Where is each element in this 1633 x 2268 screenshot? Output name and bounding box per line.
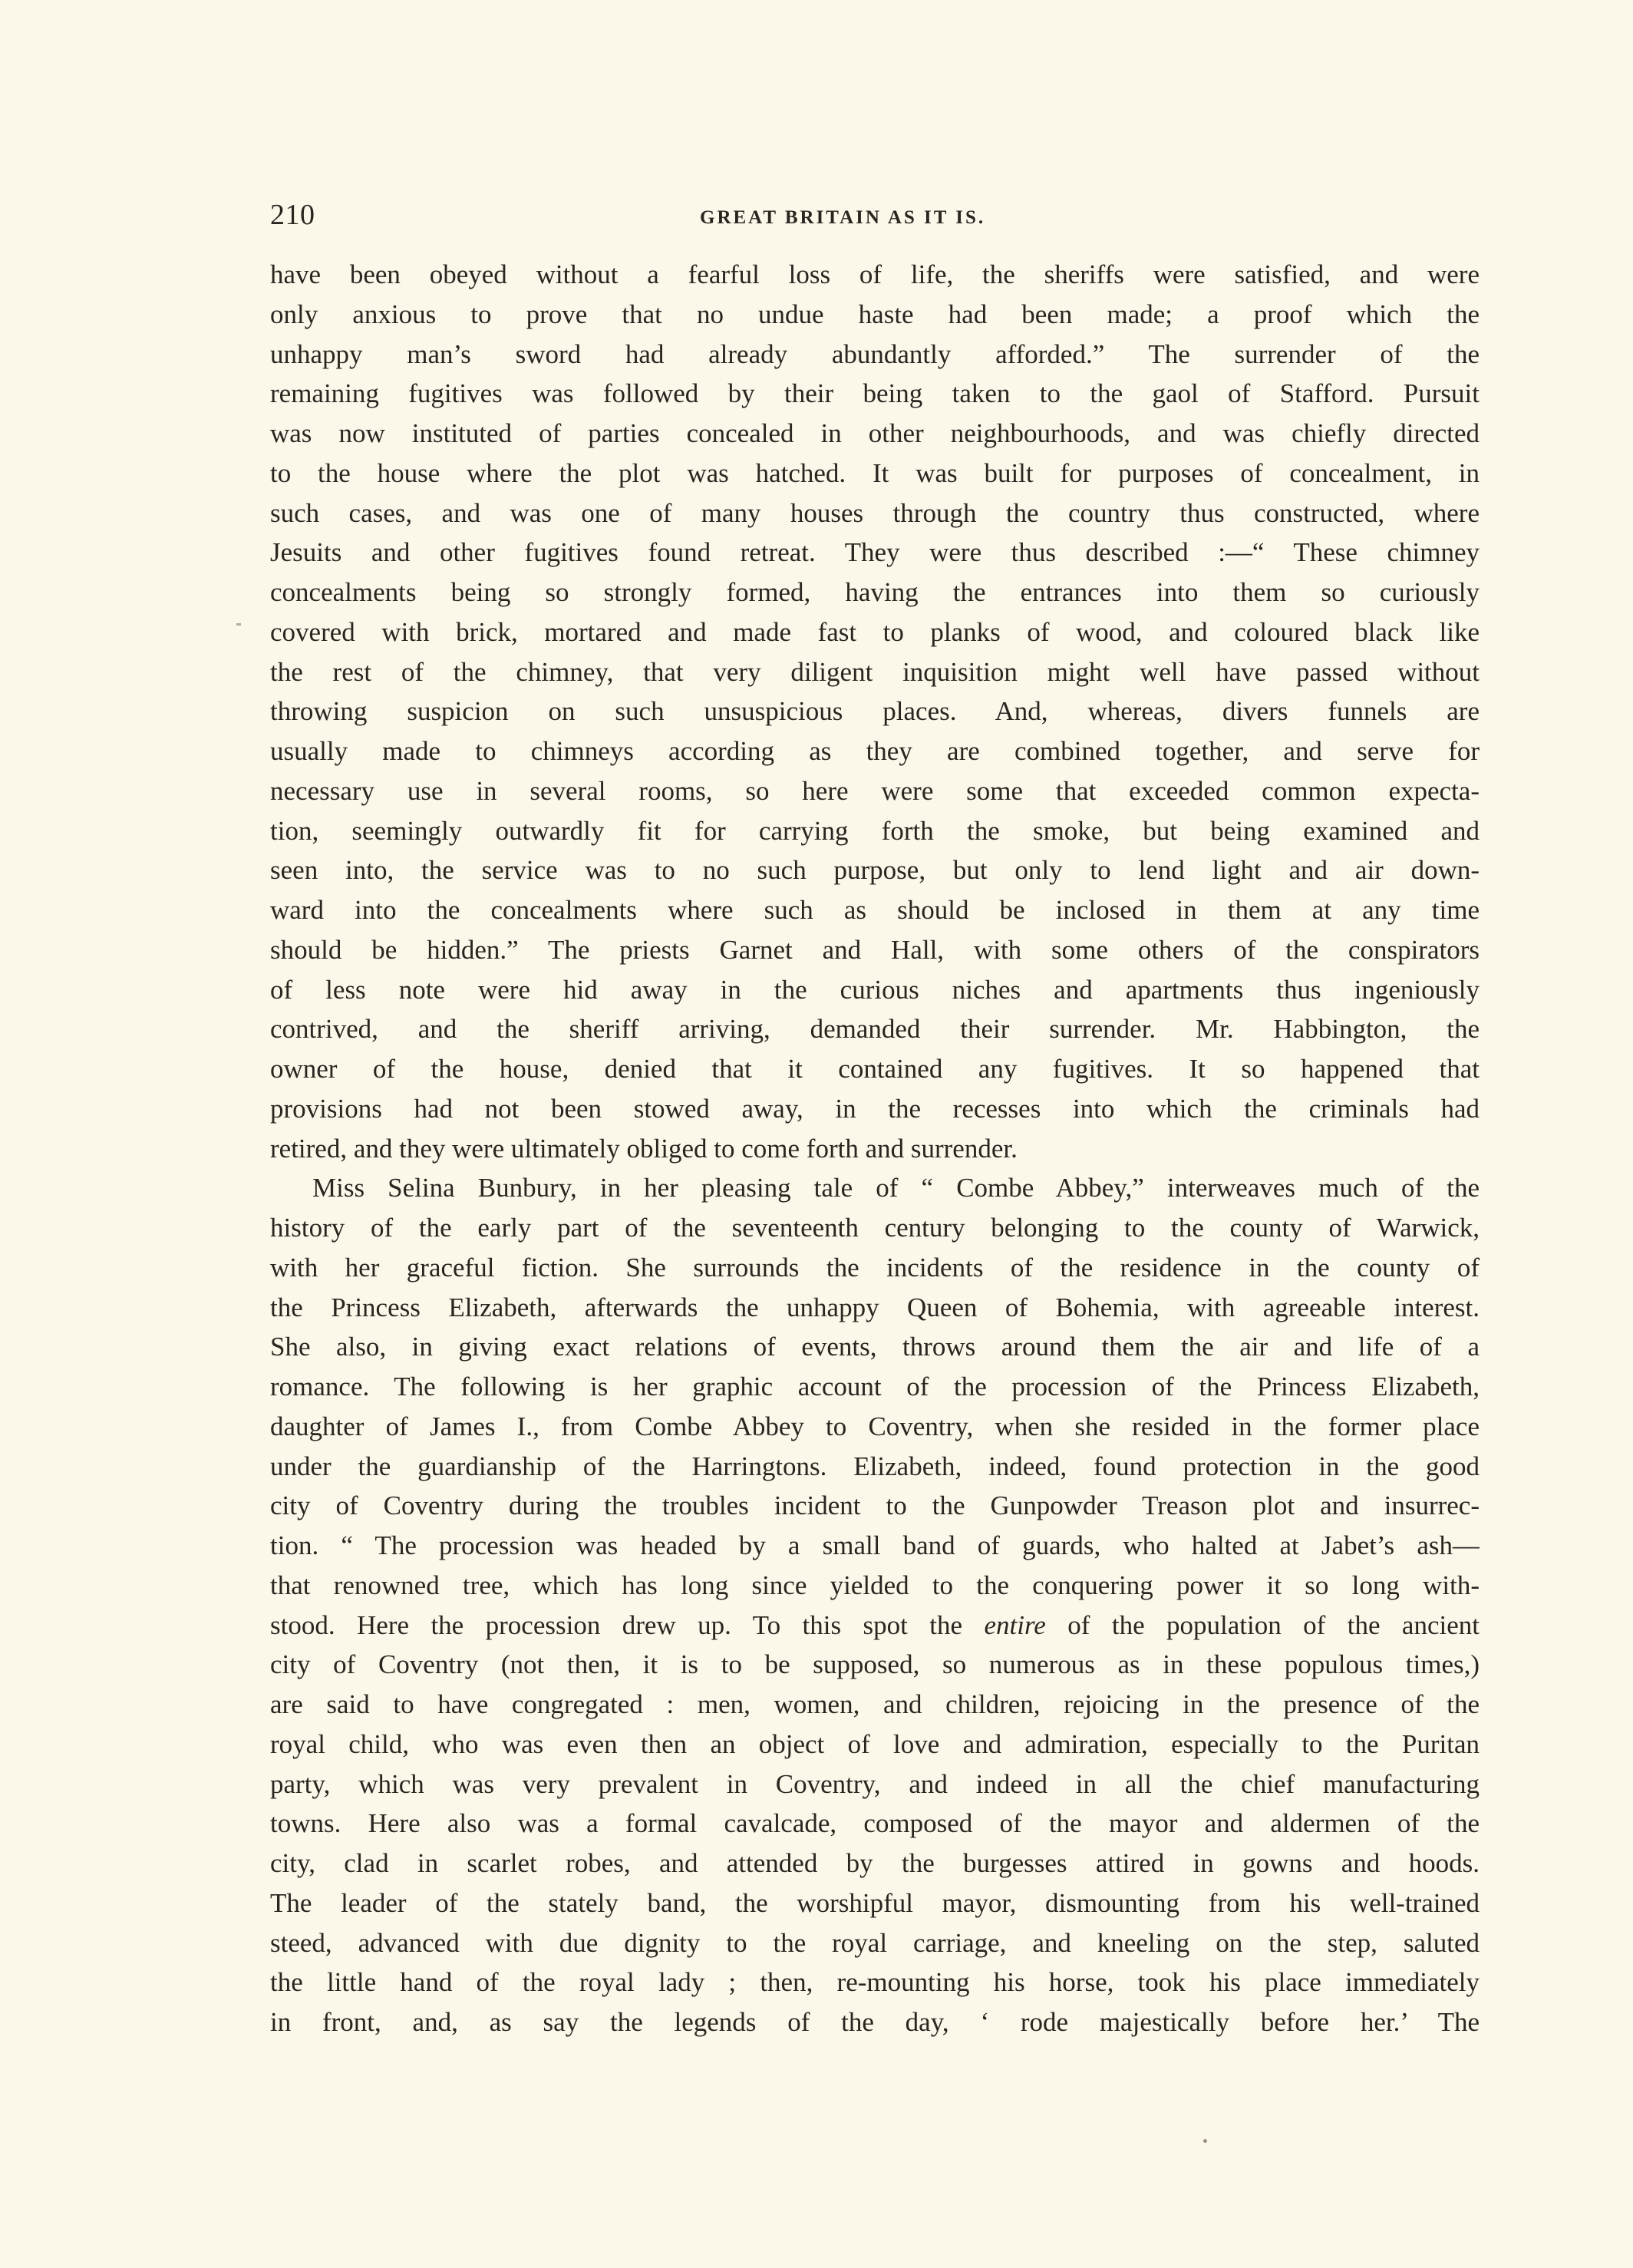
text-line: to the house where the plot was hatched. It was built for purposes of concealment, in [270,457,1480,488]
stray-ink-dot [1203,2139,1207,2143]
text-line: are said to have congregated : men, women, and children, rejoicing in the presence of the [270,1689,1480,1719]
text-line: remaining fugitives was followed by their being taken to the gaol of Stafford. Pursuit [270,378,1480,409]
text-line: such cases, and was one of many houses through the country thus constructed, where [270,497,1480,528]
text-line: royal child, who was even then an object of love and admiration, especially to the Puritan [270,1728,1480,1759]
italic-word: entire [984,1609,1046,1640]
text-line: usually made to chimneys according as they are combined together, and serve for [270,736,1480,766]
text-line: provisions had not been stowed away, in the recesses into which the criminals had [270,1093,1480,1124]
text-line: the little hand of the royal lady ; then, re-mounting his horse, took his place immediately [270,1967,1480,1998]
text-line: city of Coventry (not then, it is to be supposed, so numerous as in these populous times,) [270,1649,1480,1680]
text-line: city, clad in scarlet robes, and attended by the burgesses attired in gowns and hoods. [270,1848,1480,1878]
text-line: of less note were hid away in the curious niches and apartments thus ingeniously [270,974,1480,1005]
text-line: retired, and they were ultimately obliged to come forth and surrender. [270,1133,1018,1164]
text-line: only anxious to prove that no undue haste had been made; a proof which the [270,299,1480,329]
text-line: the Princess Elizabeth, afterwards the unhappy Queen of Bohemia, with agreeable interest. [270,1292,1480,1322]
text-line: contrived, and the sheriff arriving, demanded their surrender. Mr. Habbington, the [270,1014,1480,1045]
text-line: unhappy man’s sword had already abundantly afforded.” The surrender of the [270,338,1480,369]
text-segment: of the population of the ancient [1045,1609,1480,1640]
text-line: owner of the house, denied that it contained any fugitives. It so happened that [270,1054,1480,1084]
margin-mark [236,623,241,626]
text-line-with-italic [270,1606,1480,1646]
text-line: necessary use in several rooms, so here were some that exceeded common expecta- [270,775,1480,806]
running-title: GREAT BRITAIN AS IT IS. [700,207,986,228]
page-header [270,196,1480,234]
text-line: with her graceful fiction. She surrounds the incidents of the residence in the county of [270,1252,1480,1283]
text-line: in front, and, as say the legends of the day, ‘ rode majestically before her.’ The [270,2007,1480,2037]
text-line: covered with brick, mortared and made fast to planks of wood, and coloured black like [270,616,1480,647]
text-line: throwing suspicion on such unsuspicious places. And, whereas, divers funnels are [270,696,1480,727]
text-line: tion, seemingly outwardly fit for carrying forth the smoke, but being examined and [270,815,1480,846]
page-number: 210 [270,199,315,231]
text-line: steed, advanced with due dignity to the royal carriage, and kneeling on the step, saluted [270,1927,1480,1958]
text-line: ward into the concealments where such as should be inclosed in them at any time [270,895,1480,925]
text-line: towns. Here also was a formal cavalcade, composed of the mayor and aldermen of the [270,1808,1480,1839]
text-line: daughter of James I., from Combe Abbey to Coventry, when she resided in the former place [270,1411,1480,1441]
text-line: Jesuits and other fugitives found retreat. They were thus described :—“ These chimney [270,537,1480,568]
text-line: She also, in giving exact relations of events, throws around them the air and life of a [270,1332,1480,1362]
text-segment: stood. Here the procession drew up. To this spot the [270,1609,985,1640]
text-line: history of the early part of the seventeenth century belonging to the county of Warwick, [270,1213,1480,1243]
text-line: have been obeyed without a fearful loss of life, the sheriffs were satisfied, and were [270,259,1480,289]
text-line: The leader of the stately band, the worshipful mayor, dismounting from his well-trained [270,1887,1480,1918]
text-line: concealments being so strongly formed, having the entrances into them so curiously [270,577,1480,607]
text-line: that renowned tree, which has long since yielded to the conquering power it so long with- [270,1570,1480,1600]
text-line: under the guardianship of the Harringtons. Elizabeth, indeed, found protection in the good [270,1451,1480,1481]
text-line: seen into, the service was to no such purpose, but only to lend light and air down- [270,855,1480,886]
text-line: party, which was very prevalent in Coventry, and indeed in all the chief manufacturing [270,1768,1480,1799]
text-line: tion. “ The procession was headed by a small band of guards, who halted at Jabet’s ash— [270,1530,1480,1560]
text-line: should be hidden.” The priests Garnet and Hall, with some others of the conspirators [270,934,1480,965]
body-text [270,255,1480,2042]
text-line: the rest of the chimney, that very diligent inquisition might well have passed without [270,656,1480,687]
text-line: was now instituted of parties concealed in other neighbourhoods, and was chiefly directed [270,418,1480,448]
text-line: romance. The following is her graphic account of the procession of the Princess Elizabeth, [270,1372,1480,1401]
text-line: city of Coventry during the troubles incident to the Gunpowder Treason plot and insurrec- [270,1491,1480,1521]
text-line: Miss Selina Bunbury, in her pleasing tale of “ Combe Abbey,” interweaves much of the [312,1173,1480,1203]
